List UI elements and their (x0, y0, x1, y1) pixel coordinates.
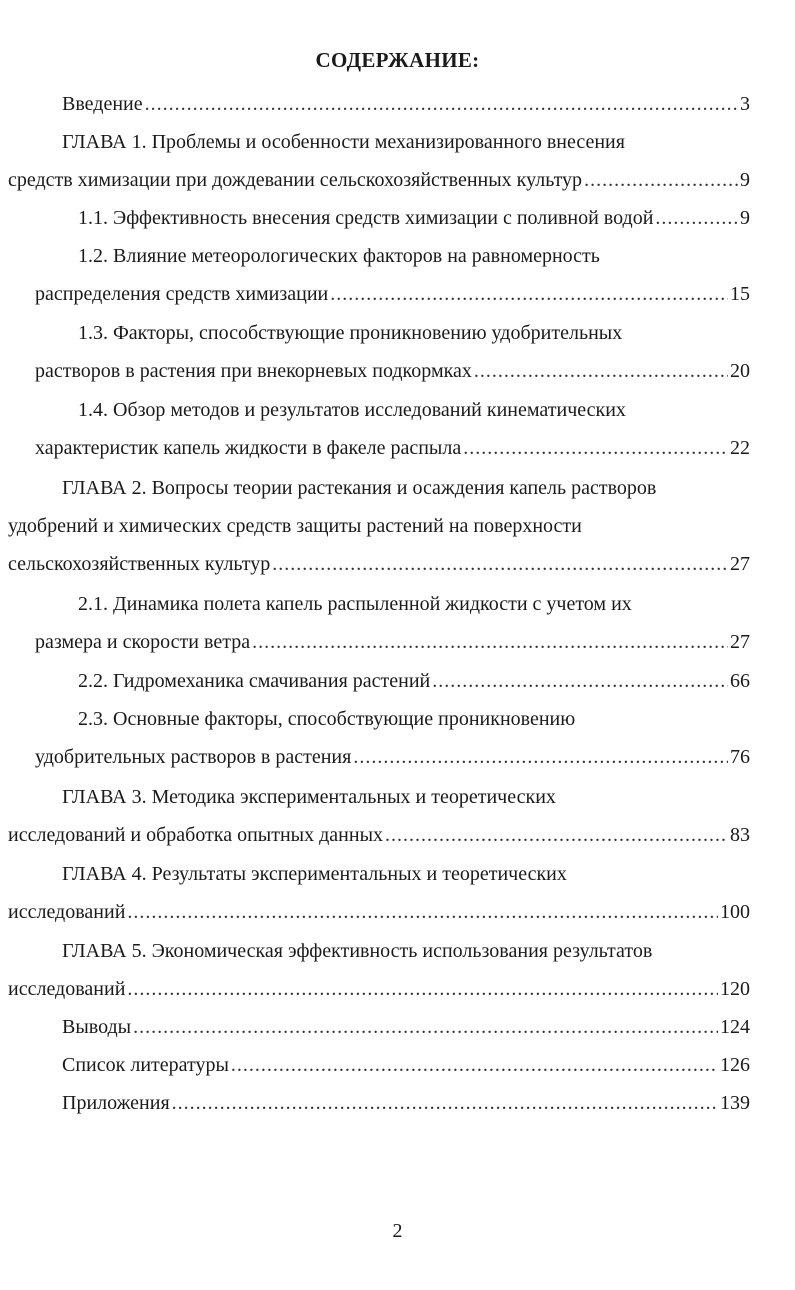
toc-entry-ch1-line1[interactable] (62, 127, 625, 157)
toc-entry-references[interactable] (62, 1050, 750, 1080)
toc-entry-intro[interactable] (62, 89, 750, 119)
dot-leader (463, 433, 728, 463)
toc-page: 27 (730, 553, 750, 575)
dot-leader (272, 549, 728, 579)
toc-entry-ch2-line2[interactable] (8, 511, 582, 541)
dot-leader (432, 666, 728, 696)
toc-entry-s21-line1[interactable] (78, 589, 632, 619)
dot-leader (133, 1012, 718, 1042)
toc-text: 2.3. Основные факторы, способствующие проникновению (78, 708, 576, 730)
toc-text: исследований (8, 978, 126, 1000)
toc-entry-s21-line2[interactable] (35, 627, 750, 657)
toc-text: Список литературы (62, 1054, 229, 1076)
toc-entry-ch4-line2[interactable] (8, 897, 750, 927)
toc-page: 124 (720, 1016, 750, 1038)
toc-text: распределения средств химизации (35, 283, 329, 305)
dot-leader (127, 897, 718, 927)
toc-entry-ch2-line3[interactable] (8, 549, 750, 579)
toc-text: ГЛАВА 4. Результаты экспериментальных и теоретических (62, 863, 567, 885)
toc-page: 66 (730, 670, 750, 692)
toc-text: Приложения (62, 1092, 170, 1114)
dot-leader (252, 627, 728, 657)
toc-page: 27 (730, 631, 750, 653)
toc-text: ГЛАВА 3. Методика экспериментальных и теоретических (62, 786, 556, 808)
toc-entry-s14-line2[interactable] (35, 433, 750, 463)
toc-entry-ch2-line1[interactable] (62, 473, 656, 503)
toc-text: ГЛАВА 2. Вопросы теории растекания и осаждения капель растворов (62, 477, 657, 499)
toc-text: Введение (62, 93, 143, 115)
toc-entry-s23-line2[interactable] (35, 742, 750, 772)
dot-leader (145, 89, 738, 119)
toc-text: исследований (8, 901, 126, 923)
toc-page: 120 (720, 978, 750, 1000)
toc-text: средств химизации при дождевании сельскохозяйственных культур (8, 169, 583, 191)
dot-leader (330, 279, 728, 309)
toc-entry-s12-line1[interactable] (78, 241, 600, 271)
toc-text: удобрительных растворов в растения (35, 746, 352, 768)
toc-text: Выводы (62, 1016, 132, 1038)
toc-page: 9 (740, 207, 750, 229)
toc-page: 3 (740, 93, 750, 115)
toc-page: 83 (730, 824, 750, 846)
toc-entry-s13-line2[interactable] (35, 356, 750, 386)
dot-leader (231, 1050, 718, 1080)
toc-entry-ch5-line1[interactable] (62, 936, 652, 966)
toc-entry-conclusions[interactable] (62, 1012, 750, 1042)
dot-leader (127, 974, 718, 1004)
toc-text: размера и скорости ветра (35, 631, 251, 653)
page-title: СОДЕРЖАНИЕ: (315, 48, 480, 72)
toc-text: ГЛАВА 1. Проблемы и особенности механизированного внесения (62, 131, 625, 153)
toc-entry-s13-line1[interactable] (78, 318, 622, 348)
dot-leader (172, 1088, 718, 1118)
toc-text: ГЛАВА 5. Экономическая эффективность использования результатов (62, 940, 653, 962)
toc-entry-s14-line1[interactable] (78, 395, 626, 425)
toc-text: характеристик капель жидкости в факеле распыла (35, 437, 462, 459)
dot-leader (353, 742, 728, 772)
dot-leader (385, 820, 728, 850)
toc-entry-appendices[interactable] (62, 1088, 750, 1118)
toc-entry-ch3-line1[interactable] (62, 782, 556, 812)
dot-leader (655, 203, 738, 233)
toc-text: 1.3. Факторы, способствующие проникновению удобрительных (78, 322, 623, 344)
dot-leader (584, 165, 738, 195)
toc-text: 1.2. Влияние метеорологических факторов на равномерность (78, 245, 600, 267)
toc-entry-s11[interactable] (78, 203, 750, 233)
toc-text: 2.2. Гидромеханика смачивания растений (78, 670, 431, 692)
toc-page: 139 (720, 1092, 750, 1114)
toc-text: растворов в растения при внекорневых подкормках (35, 360, 472, 382)
page-number: 2 (392, 1220, 403, 1242)
toc-page: 22 (730, 437, 750, 459)
toc-entry-ch1-line2[interactable] (8, 165, 750, 195)
toc-page: 76 (730, 746, 750, 768)
toc-entry-ch3-line2[interactable] (8, 820, 750, 850)
toc-page: 15 (730, 283, 750, 305)
dot-leader (474, 356, 728, 386)
toc-text: удобрений и химических средств защиты растений на поверхности (8, 515, 582, 537)
toc-page: 126 (720, 1054, 750, 1076)
toc-text: 1.4. Обзор методов и результатов исследований кинематических (78, 399, 626, 421)
toc-page: 9 (740, 169, 750, 191)
toc-entry-ch4-line1[interactable] (62, 859, 567, 889)
toc-entry-s23-line1[interactable] (78, 704, 575, 734)
toc-entry-ch5-line2[interactable] (8, 974, 750, 1004)
toc-text: 1.1. Эффективность внесения средств химизации с поливной водой (78, 207, 654, 229)
toc-text: сельскохозяйственных культур (8, 553, 271, 575)
toc-text: исследований и обработка опытных данных (8, 824, 384, 846)
toc-entry-s22[interactable] (78, 666, 750, 696)
toc-page: 100 (720, 901, 750, 923)
toc-entry-s12-line2[interactable] (35, 279, 750, 309)
toc-page: 20 (730, 360, 750, 382)
toc-text: 2.1. Динамика полета капель распыленной жидкости с учетом их (78, 593, 632, 615)
